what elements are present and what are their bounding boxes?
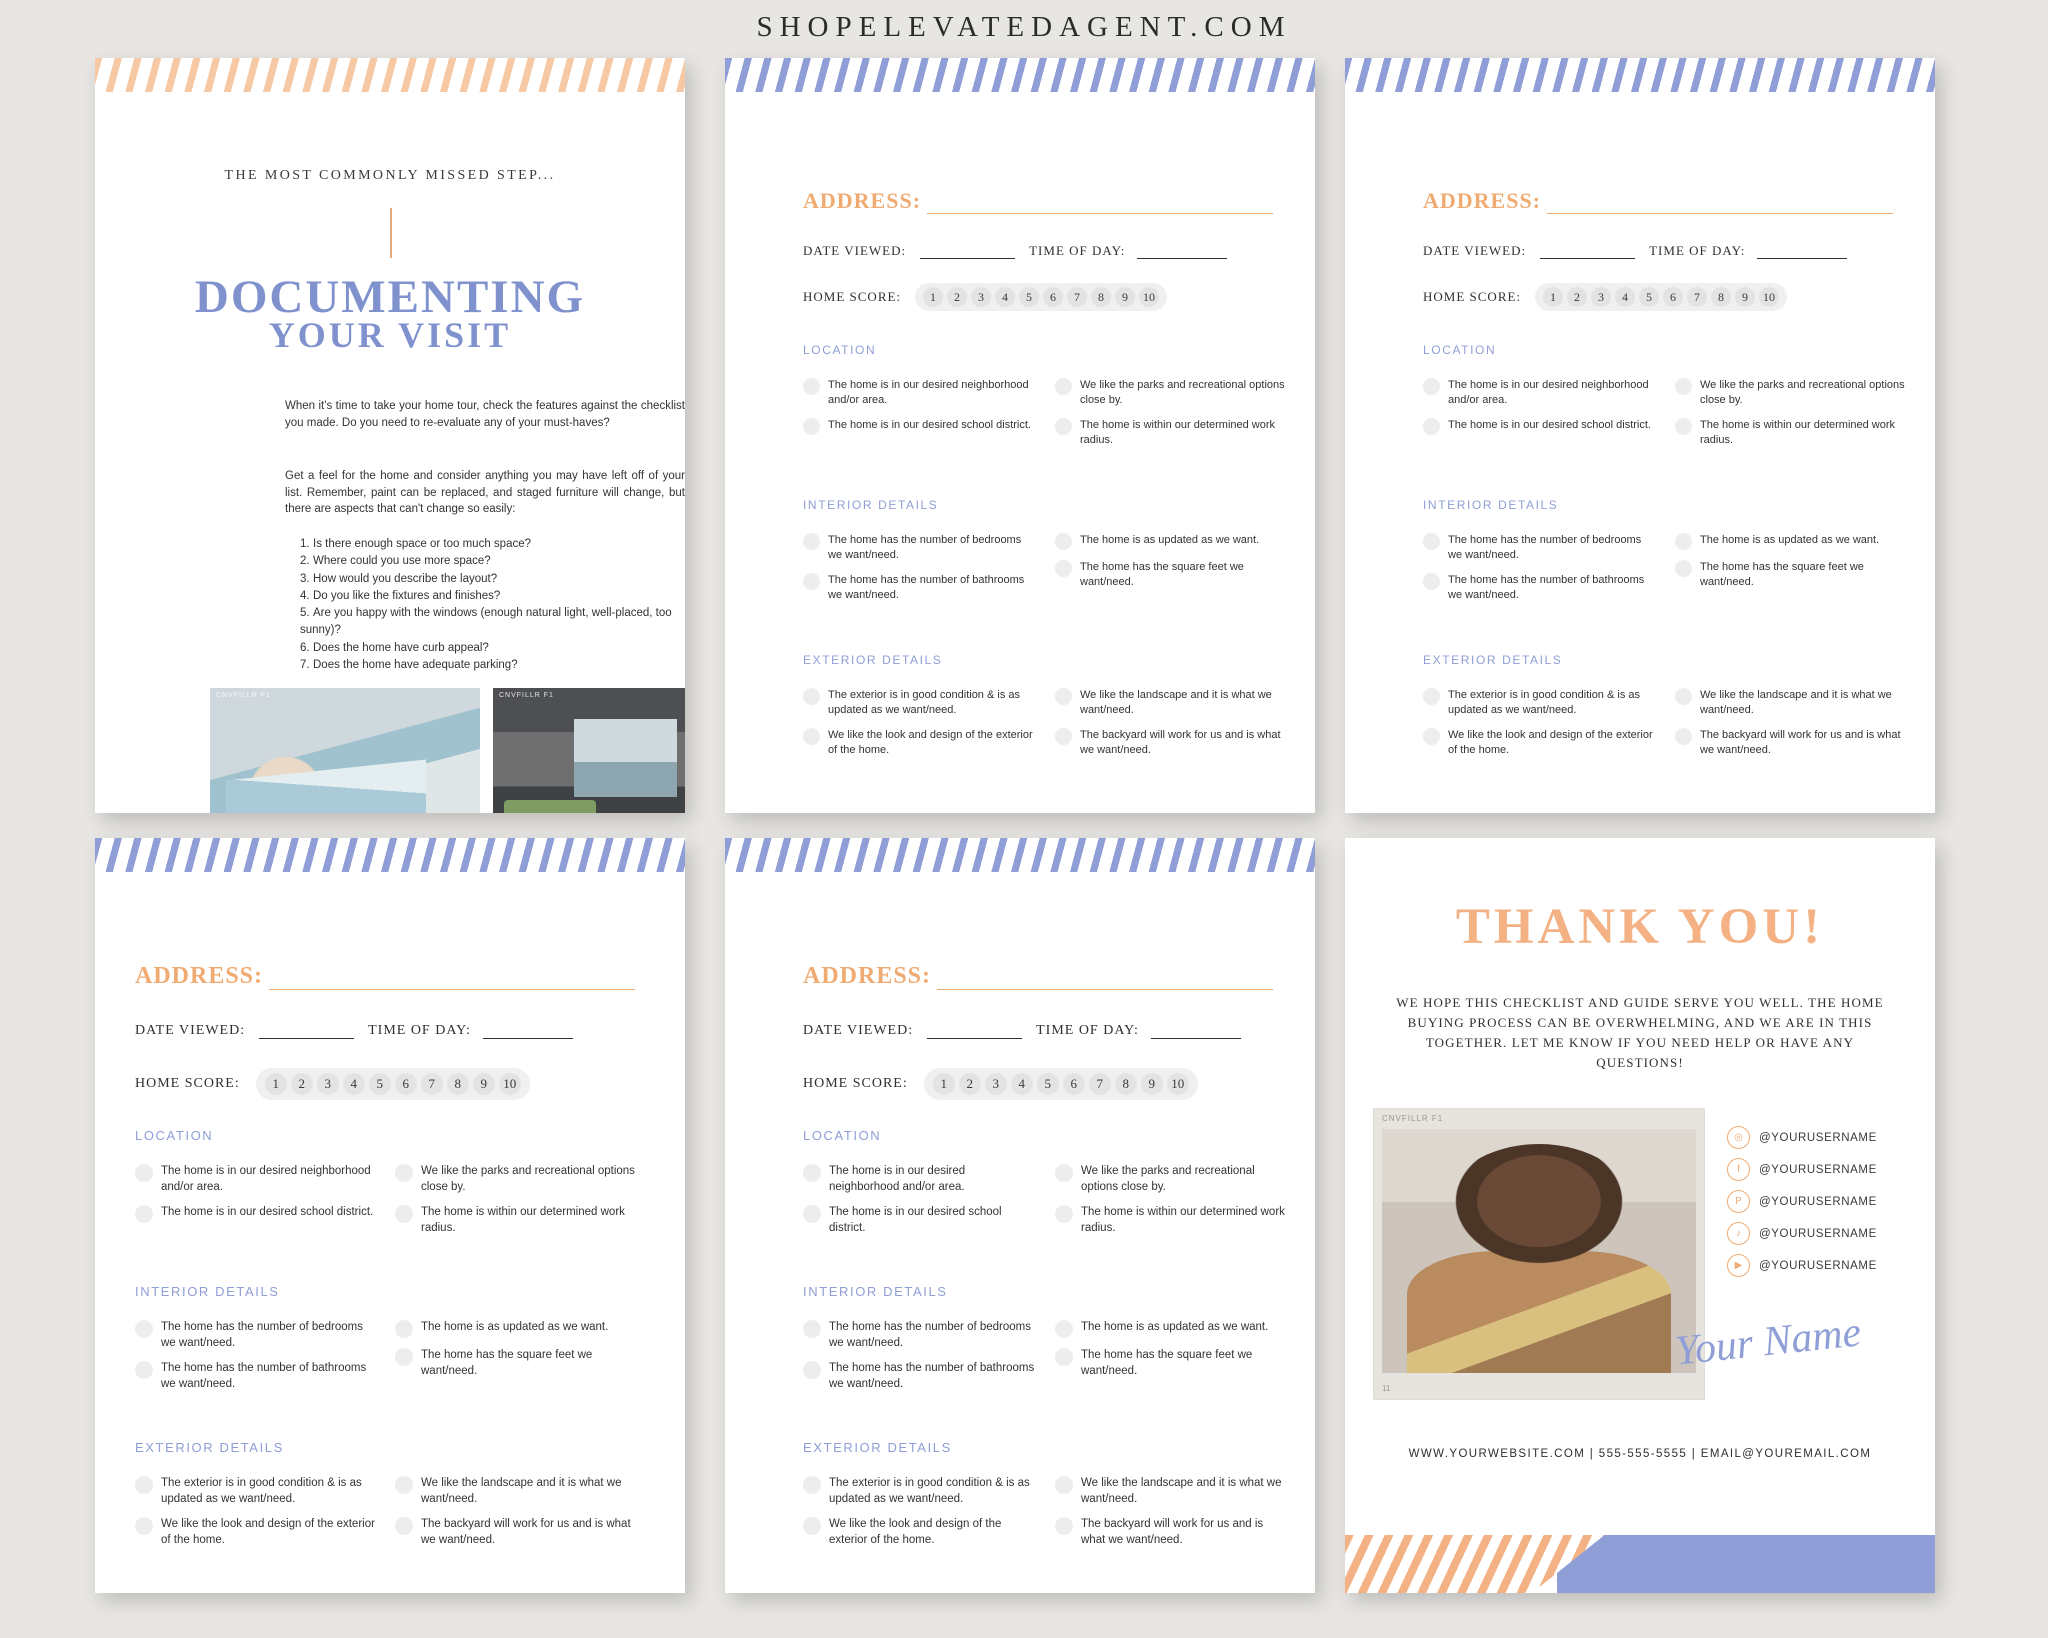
score-6[interactable]: 6 (1063, 1073, 1085, 1095)
cover-paragraph-2: Get a feel for the home and consider anything you may have left off of your list. Remember, paint can be replaced, and staged furniture will change, but there are aspects that can't change so easily: (285, 470, 685, 516)
score-4[interactable]: 4 (343, 1073, 365, 1095)
checklist-item[interactable]: The home is in our desired neighborhood and/or area. (1423, 378, 1653, 408)
decorative-stripe-header (1345, 58, 1935, 92)
checklist-item[interactable]: The home is in our desired neighborhood and/or area. (803, 378, 1033, 408)
social-row-pinterest[interactable]: P @YOURUSERNAME (1727, 1190, 1877, 1213)
score-7[interactable]: 7 (1089, 1073, 1111, 1095)
checkbox-circle[interactable] (135, 1164, 153, 1182)
score-8[interactable]: 8 (447, 1073, 469, 1095)
photo-caption-2: 11 (1382, 1384, 1391, 1393)
checkbox-circle[interactable] (135, 1320, 153, 1338)
cover-question-list (300, 536, 685, 674)
social-list (1727, 1126, 1877, 1286)
checkbox-circle[interactable] (1423, 418, 1440, 435)
score-8[interactable]: 8 (1115, 1073, 1137, 1095)
checkbox-circle[interactable] (803, 728, 820, 745)
checkbox-circle[interactable] (1675, 560, 1692, 577)
checklist-item[interactable]: The backyard will work for us and is what we want/need. (1675, 728, 1905, 758)
score-5[interactable]: 5 (1639, 287, 1659, 307)
score-3[interactable]: 3 (971, 287, 991, 307)
home-score-label: HOME SCORE: (1423, 289, 1522, 304)
page-checklist-2 (1345, 58, 1935, 813)
social-row-facebook[interactable]: f @YOURUSERNAME (1727, 1158, 1877, 1181)
checklist-item[interactable]: The exterior is in good condition & is as updated as we want/need. (803, 688, 1033, 718)
date-time-row[interactable] (803, 243, 1273, 259)
date-time-row[interactable] (135, 1023, 635, 1039)
page-title: SHOPELEVATEDAGENT.COM (756, 10, 1292, 43)
checklist-item[interactable]: The backyard will work for us and is what we want/need. (395, 1517, 635, 1548)
checkbox-circle[interactable] (1055, 533, 1072, 550)
contact-footer: WWW.YOURWEBSITE.COM | 555-555-5555 | EMAIL@YOUREMAIL.COM (1408, 1448, 1872, 1460)
cover-title (95, 271, 685, 356)
decorative-stripe-header (95, 58, 685, 92)
score-9[interactable]: 9 (1141, 1073, 1163, 1095)
checkbox-circle[interactable] (1675, 418, 1692, 435)
location-right-column (395, 1164, 635, 1246)
home-score-label: HOME SCORE: (803, 1076, 908, 1091)
date-viewed-label: DATE VIEWED: (803, 1023, 914, 1038)
checklist-item[interactable]: We like the look and design of the exterior of the home. (803, 1517, 1038, 1548)
interior-left-column (1423, 533, 1653, 612)
date-viewed-label: DATE VIEWED: (135, 1023, 246, 1038)
checklist-item[interactable]: The home has the square feet we want/need. (1675, 560, 1905, 590)
checkbox-circle[interactable] (135, 1517, 153, 1535)
score-2[interactable]: 2 (959, 1073, 981, 1095)
address-row[interactable] (135, 963, 635, 990)
score-scale[interactable] (915, 283, 1167, 311)
time-of-day-label: TIME OF DAY: (1029, 243, 1126, 258)
score-3[interactable]: 3 (317, 1073, 339, 1095)
checklist-item[interactable]: The home is within our determined work radius. (1055, 1205, 1290, 1236)
address-label: ADDRESS: (1423, 188, 1542, 213)
score-7[interactable]: 7 (1067, 287, 1087, 307)
checkbox-circle[interactable] (803, 573, 820, 590)
checklist-item[interactable]: The home is in our desired neighborhood and/or area. (803, 1164, 1038, 1195)
checklist-item[interactable]: We like the look and design of the exterior of the home. (1423, 728, 1653, 758)
score-10[interactable]: 10 (1167, 1073, 1189, 1095)
address-input-line[interactable] (269, 967, 635, 990)
cover-photo-kitchen (493, 688, 685, 813)
exterior-right-column (1675, 688, 1905, 767)
checklist-item[interactable]: The home has the number of bathrooms we want/need. (135, 1361, 375, 1392)
exterior-right-column (395, 1476, 635, 1558)
address-row[interactable] (1423, 188, 1893, 214)
checklist-item[interactable]: We like the landscape and it is what we want/need. (395, 1476, 635, 1507)
checkbox-circle[interactable] (395, 1348, 413, 1366)
checkbox-circle[interactable] (395, 1205, 413, 1223)
checkbox-circle[interactable] (395, 1164, 413, 1182)
location-right-column (1675, 378, 1905, 457)
score-1[interactable]: 1 (923, 287, 943, 307)
checklist-item[interactable]: The home has the square feet we want/need. (395, 1348, 635, 1379)
checklist-item[interactable]: The home is in our desired school district. (135, 1205, 375, 1223)
photo-caption: CNVFILLR F1 (499, 692, 554, 699)
exterior-left-column (135, 1476, 375, 1558)
score-6[interactable]: 6 (395, 1073, 417, 1095)
decorative-footer-band (1345, 1535, 1935, 1593)
score-4[interactable]: 4 (995, 287, 1015, 307)
photo-image (1382, 1129, 1696, 1373)
exterior-left-column (1423, 688, 1653, 767)
location-left-column (1423, 378, 1653, 445)
checklist-item[interactable]: The home has the number of bathrooms we want/need. (1423, 573, 1653, 603)
checkbox-circle[interactable] (1675, 688, 1692, 705)
interior-right-column (1675, 533, 1905, 600)
section-title-exterior: EXTERIOR DETAILS (803, 653, 943, 667)
checkbox-circle[interactable] (1055, 560, 1072, 577)
home-score-label: HOME SCORE: (135, 1076, 240, 1091)
cover-paragraph-1: When it's time to take your home tour, check the features against the checklist you made. Do you need to re-evaluate any of your must-haves? (285, 400, 685, 429)
checklist-item[interactable]: The home is as updated as we want. (1055, 533, 1285, 550)
checkbox-circle[interactable] (1055, 1517, 1073, 1535)
home-score-row[interactable] (135, 1068, 530, 1100)
cover-title-line1: DOCUMENTING (194, 271, 586, 323)
address-label: ADDRESS: (803, 963, 932, 989)
page-checklist-1 (725, 58, 1315, 813)
checklist-item[interactable]: The home is within our determined work radius. (1675, 418, 1905, 448)
score-scale[interactable] (924, 1068, 1198, 1100)
score-9[interactable]: 9 (473, 1073, 495, 1095)
time-of-day-input-line[interactable] (483, 1023, 573, 1039)
footer-blue-block (1557, 1535, 1935, 1593)
list-item: 4. Do you like the fixtures and finishes? (300, 589, 501, 602)
checkbox-circle[interactable] (803, 1164, 821, 1182)
checklist-item[interactable]: The home has the number of bedrooms we want/need. (1423, 533, 1653, 563)
page-checklist-4 (725, 838, 1315, 1593)
tiktok-icon: ♪ (1727, 1222, 1750, 1245)
checkbox-circle[interactable] (803, 1517, 821, 1535)
decorative-stripe-header (95, 838, 685, 872)
checkbox-circle[interactable] (135, 1361, 153, 1379)
address-label: ADDRESS: (803, 188, 922, 213)
checklist-item[interactable]: The home is in our desired school district. (803, 1205, 1038, 1236)
checkbox-circle[interactable] (1055, 418, 1072, 435)
time-of-day-input-line[interactable] (1757, 244, 1847, 259)
location-right-column (1055, 1164, 1290, 1246)
score-2[interactable]: 2 (947, 287, 967, 307)
date-time-row[interactable] (1423, 243, 1893, 259)
section-title-interior: INTERIOR DETAILS (803, 1284, 948, 1299)
exterior-left-column (803, 688, 1033, 767)
checklist-item[interactable]: The home is within our determined work radius. (1055, 418, 1285, 448)
checkbox-circle[interactable] (1423, 533, 1440, 550)
date-viewed-input-line[interactable] (920, 244, 1015, 259)
decorative-stripe-header (725, 58, 1315, 92)
checkbox-circle[interactable] (1423, 378, 1440, 395)
score-4[interactable]: 4 (1615, 287, 1635, 307)
checklist-item[interactable]: The exterior is in good condition & is as updated as we want/need. (1423, 688, 1653, 718)
date-viewed-input-line[interactable] (1540, 244, 1635, 259)
time-of-day-label: TIME OF DAY: (1036, 1023, 1139, 1038)
interior-left-column (803, 533, 1033, 612)
location-right-column (1055, 378, 1285, 457)
decorative-stripe-header (725, 838, 1315, 872)
checklist-item[interactable]: The home has the square feet we want/need. (1055, 1348, 1290, 1379)
score-10[interactable]: 10 (499, 1073, 521, 1095)
interior-left-column (803, 1320, 1038, 1402)
section-title-interior: INTERIOR DETAILS (803, 498, 939, 512)
youtube-icon: ▶ (1727, 1254, 1750, 1277)
divider (390, 208, 392, 258)
score-1[interactable]: 1 (265, 1073, 287, 1095)
exterior-right-column (1055, 688, 1285, 767)
checklist-item[interactable]: We like the look and design of the exterior of the home. (803, 728, 1033, 758)
checklist-item[interactable]: We like the parks and recreational options close by. (1055, 378, 1285, 408)
interior-left-column (135, 1320, 375, 1402)
exterior-left-column (803, 1476, 1038, 1558)
checkbox-circle[interactable] (395, 1320, 413, 1338)
exterior-right-column (1055, 1476, 1290, 1558)
list-item: 7. Does the home have adequate parking? (300, 658, 518, 671)
page-thank-you (1345, 838, 1935, 1593)
section-title-location: LOCATION (803, 343, 877, 357)
score-5[interactable]: 5 (1037, 1073, 1059, 1095)
score-7[interactable]: 7 (421, 1073, 443, 1095)
section-title-exterior: EXTERIOR DETAILS (1423, 653, 1563, 667)
score-5[interactable]: 5 (1019, 287, 1039, 307)
time-of-day-input-line[interactable] (1151, 1023, 1241, 1039)
section-title-location: LOCATION (1423, 343, 1497, 357)
score-1[interactable]: 1 (933, 1073, 955, 1095)
score-2[interactable]: 2 (1567, 287, 1587, 307)
checkbox-circle[interactable] (803, 1320, 821, 1338)
checklist-item[interactable]: We like the look and design of the exterior of the home. (135, 1517, 375, 1548)
checklist-item[interactable]: The home has the number of bedrooms we want/need. (803, 533, 1033, 563)
facebook-icon: f (1727, 1158, 1750, 1181)
checklist-item[interactable]: The home is in our desired neighborhood and/or area. (135, 1164, 375, 1195)
score-4[interactable]: 4 (1011, 1073, 1033, 1095)
checkbox-circle[interactable] (803, 1476, 821, 1494)
address-input-line[interactable] (1547, 193, 1893, 214)
checklist-item[interactable]: We like the landscape and it is what we want/need. (1055, 1476, 1290, 1507)
address-row[interactable] (803, 963, 1273, 990)
score-6[interactable]: 6 (1043, 287, 1063, 307)
social-row-instagram[interactable]: ◎ @YOURUSERNAME (1727, 1126, 1877, 1149)
location-left-column (803, 378, 1033, 445)
home-score-row[interactable] (803, 1068, 1198, 1100)
signature: Your Name (1673, 1309, 1864, 1375)
thank-you-body: WE HOPE THIS CHECKLIST AND GUIDE SERVE YOU WELL. THE HOME BUYING PROCESS CAN BE OVERWHELMING, AND WE ARE IN THIS TOGETHER. LET ME KNOW IF YOU NEED HELP OR HAVE ANY QUESTIONS! (1396, 995, 1884, 1071)
checkbox-circle[interactable] (1423, 688, 1440, 705)
checkbox-circle[interactable] (803, 378, 820, 395)
address-label: ADDRESS: (135, 963, 264, 989)
checkbox-circle[interactable] (1675, 728, 1692, 745)
instagram-icon: ◎ (1727, 1126, 1750, 1149)
checklist-item[interactable]: The home has the number of bathrooms we want/need. (803, 573, 1033, 603)
checkbox-circle[interactable] (1055, 728, 1072, 745)
home-score-row[interactable] (803, 283, 1167, 311)
checkbox-circle[interactable] (1055, 378, 1072, 395)
date-viewed-input-line[interactable] (259, 1023, 354, 1039)
checklist-item[interactable]: The backyard will work for us and is what we want/need. (1055, 728, 1285, 758)
checklist-item[interactable]: The home has the number of bedrooms we want/need. (135, 1320, 375, 1351)
checkbox-circle[interactable] (1055, 688, 1072, 705)
checkbox-circle[interactable] (803, 688, 820, 705)
checkbox-circle[interactable] (135, 1476, 153, 1494)
photo-caption: CNVFILLR F1 (1382, 1114, 1444, 1123)
address-input-line[interactable] (927, 193, 1273, 214)
checkbox-circle[interactable] (1055, 1205, 1073, 1223)
section-title-location: LOCATION (803, 1128, 882, 1143)
home-score-label: HOME SCORE: (803, 289, 902, 304)
checkbox-circle[interactable] (803, 1361, 821, 1379)
cover-title-line2: YOUR VISIT (268, 315, 512, 356)
score-1[interactable]: 1 (1543, 287, 1563, 307)
cover-photo-documents (210, 688, 480, 813)
interior-right-column (395, 1320, 635, 1389)
page-checklist-3 (95, 838, 685, 1593)
checkbox-circle[interactable] (803, 1205, 821, 1223)
address-input-line[interactable] (937, 967, 1273, 990)
checklist-item[interactable]: The home has the number of bedrooms we want/need. (803, 1320, 1038, 1351)
score-8[interactable]: 8 (1711, 287, 1731, 307)
score-10[interactable]: 10 (1139, 287, 1159, 307)
checklist-item[interactable]: We like the landscape and it is what we want/need. (1055, 688, 1285, 718)
score-2[interactable]: 2 (291, 1073, 313, 1095)
time-of-day-input-line[interactable] (1137, 244, 1227, 259)
interior-right-column (1055, 533, 1285, 600)
location-left-column (135, 1164, 375, 1233)
score-3[interactable]: 3 (985, 1073, 1007, 1095)
checklist-item[interactable]: We like the landscape and it is what we want/need. (1675, 688, 1905, 718)
date-viewed-label: DATE VIEWED: (803, 243, 907, 258)
pinterest-icon: P (1727, 1190, 1750, 1213)
score-9[interactable]: 9 (1735, 287, 1755, 307)
checklist-item[interactable]: The home is within our determined work radius. (395, 1205, 635, 1236)
agent-photo (1373, 1108, 1705, 1400)
checklist-item[interactable]: We like the parks and recreational options close by. (1675, 378, 1905, 408)
address-row[interactable] (803, 188, 1273, 214)
cover-kicker: THE MOST COMMONLY MISSED STEP... (224, 168, 556, 183)
section-title-interior: INTERIOR DETAILS (135, 1284, 280, 1299)
list-item: 2. Where could you use more space? (300, 555, 491, 568)
checkbox-circle[interactable] (1675, 533, 1692, 550)
section-title-exterior: EXTERIOR DETAILS (135, 1440, 284, 1455)
checkbox-circle[interactable] (1055, 1320, 1073, 1338)
checklist-item[interactable]: The home has the square feet we want/need. (1055, 560, 1285, 590)
checklist-item[interactable]: The backyard will work for us and is what we want/need. (1055, 1517, 1290, 1548)
checklist-item[interactable]: We like the parks and recreational options close by. (395, 1164, 635, 1195)
checklist-item[interactable]: The home has the number of bathrooms we want/need. (803, 1361, 1038, 1392)
thank-you-title: THANK YOU! (1455, 899, 1825, 955)
section-title-exterior: EXTERIOR DETAILS (803, 1440, 952, 1455)
time-of-day-label: TIME OF DAY: (1649, 243, 1746, 258)
score-8[interactable]: 8 (1091, 287, 1111, 307)
score-scale[interactable] (1535, 283, 1787, 311)
list-item: 6. Does the home have curb appeal? (300, 641, 489, 654)
checklist-item[interactable]: The home is as updated as we want. (1675, 533, 1905, 550)
checkbox-circle[interactable] (1675, 378, 1692, 395)
checkbox-circle[interactable] (1055, 1476, 1073, 1494)
time-of-day-label: TIME OF DAY: (368, 1023, 471, 1038)
checkbox-circle[interactable] (135, 1205, 153, 1223)
score-5[interactable]: 5 (369, 1073, 391, 1095)
social-row-tiktok[interactable]: ♪ @YOURUSERNAME (1727, 1222, 1877, 1245)
checklist-item[interactable]: The exterior is in good condition & is as updated as we want/need. (135, 1476, 375, 1507)
section-title-interior: INTERIOR DETAILS (1423, 498, 1559, 512)
checklist-item[interactable]: The home is as updated as we want. (1055, 1320, 1290, 1338)
social-row-youtube[interactable]: ▶ @YOURUSERNAME (1727, 1254, 1877, 1277)
checklist-item[interactable]: The exterior is in good condition & is as updated as we want/need. (803, 1476, 1038, 1507)
checkbox-circle[interactable] (395, 1517, 413, 1535)
checkbox-circle[interactable] (1423, 573, 1440, 590)
checklist-item[interactable]: We like the parks and recreational options close by. (1055, 1164, 1290, 1195)
page-cover (95, 58, 685, 813)
score-6[interactable]: 6 (1663, 287, 1683, 307)
score-7[interactable]: 7 (1687, 287, 1707, 307)
checkbox-circle[interactable] (395, 1476, 413, 1494)
score-10[interactable]: 10 (1759, 287, 1779, 307)
checkbox-circle[interactable] (1055, 1348, 1073, 1366)
score-3[interactable]: 3 (1591, 287, 1611, 307)
checklist-item[interactable]: The home is in our desired school district. (1423, 418, 1653, 435)
home-score-row[interactable] (1423, 283, 1787, 311)
interior-right-column (1055, 1320, 1290, 1389)
checkbox-circle[interactable] (803, 418, 820, 435)
list-item: 3. How would you describe the layout? (300, 572, 498, 585)
score-9[interactable]: 9 (1115, 287, 1135, 307)
date-time-row[interactable] (803, 1023, 1273, 1039)
date-viewed-label: DATE VIEWED: (1423, 243, 1527, 258)
checkbox-circle[interactable] (1423, 728, 1440, 745)
checkbox-circle[interactable] (803, 533, 820, 550)
location-left-column (803, 1164, 1038, 1246)
checklist-item[interactable]: The home is as updated as we want. (395, 1320, 635, 1338)
photo-caption: CNVFILLR F1 (216, 692, 271, 699)
list-item: 5. Are you happy with the windows (enough natural light, well-placed, too sunny)? (300, 607, 672, 637)
score-scale[interactable] (256, 1068, 530, 1100)
checklist-item[interactable]: The home is in our desired school district. (803, 418, 1033, 435)
checkbox-circle[interactable] (1055, 1164, 1073, 1182)
date-viewed-input-line[interactable] (927, 1023, 1022, 1039)
section-title-location: LOCATION (135, 1128, 214, 1143)
list-item: 1. Is there enough space or too much space? (300, 538, 532, 550)
